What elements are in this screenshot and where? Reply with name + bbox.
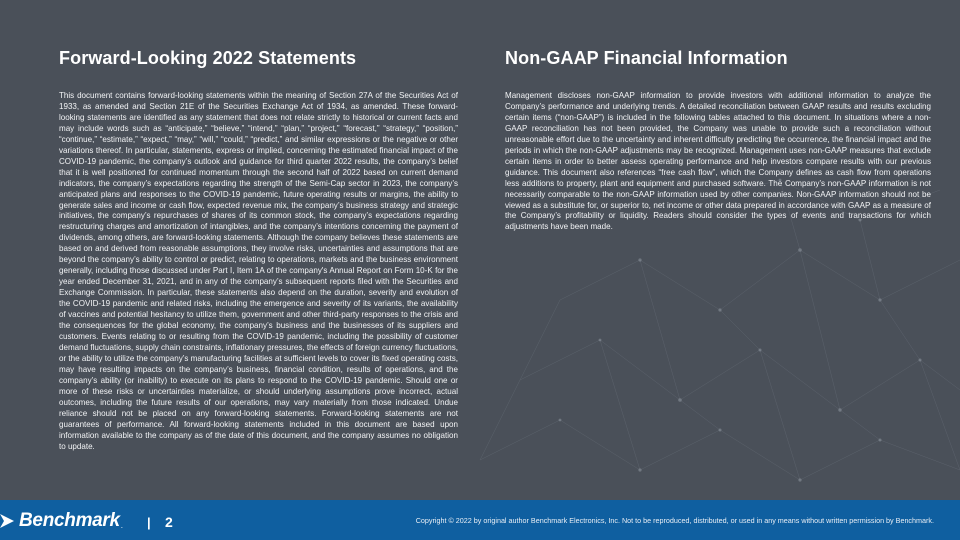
- forward-looking-section: [59, 46, 458, 452]
- benchmark-logo: [0, 511, 123, 531]
- footer-bar: [0, 500, 960, 540]
- page-number: 2: [165, 514, 173, 530]
- forward-looking-body: This document contains forward-looking statements within the meaning of Section 27A of the Securities Act of 1933, as amended and Section 21E of the Securities Exchange Act of 1934, as amended. These forward-looking statements are identified as any statement that does not relate strictly to historical or current facts and may include words such as “anticipate,” “believe,” “intend,” “plan,” “project,” “forecast,” “strategy,” “position,” “continue,” “estimate,” “expect,” “may,” “will,” “could,” “predict,” and similar expressions or the negative or other variations thereof. In particular, statements, express or implied, concerning the estimated financial impact of the COVID-19 pandemic, the company’s outlook and guidance for third quarter 2022 results, the company’s belief that it is well positioned for continued momentum through the second half of 2022 based on current demand indicators, the company’s expectations regarding the strength of the Semi-Cap sector in 2023, the company’s anticipated plans and responses to the COVID-19 pandemic, future operating results or margins, the ability to generate sales and income or cash flow, expected revenue mix, the company’s business strategy and strategic initiatives, the company’s repurchases of shares of its common stock, the company’s expectations regarding restructuring charges and amortization of intangibles, and the company’s intentions concerning the payment of dividends, among others, are forward-looking statements. Although the company believes these statements are based on and derived from reasonable assumptions, they involve risks, uncertainties and assumptions that are beyond the company’s ability to control or predict, relating to operations, markets and the business environment generally, including those discussed under Part I, Item 1A of the company's Annual Report on Form 10-K for the year ended December 31, 2021, and in any of the company’s subsequent reports filed with the Securities and Exchange Commission. In particular, these statements also depend on the duration, severity and evolution of the COVID-19 pandemic and related risks, including the emergence and severity of its variants, the availability of vaccines and potential hesitancy to utilize them, government and other third-party responses to the crisis and the consequences for the global economy, the company’s business and the businesses of its suppliers and customers. Events relating to or resulting from the COVID-19 pandemic, including the possibility of customer demand fluctuations, supply chain constraints, inflationary pressures, the effects of foreign currency fluctuations, or the ability to utilize the company’s manufacturing facilities at sufficient levels to cover its fixed operating costs, may have resulting impacts on the company’s business, financial condition, results of operations, and the company’s ability (or inability) to execute on its plans to respond to the COVID-19 pandemic. Should one or more of these risks or uncertainties materialize, or should underlying assumptions prove incorrect, actual outcomes, including the future results of our operations, may vary materially from those indicated. Undue reliance should not be placed on any forward-looking statements. Forward-looking statements are not guarantees of performance. All forward-looking statements included in this document are based upon information available to the company as of the date of this document, and the company assumes no obligation to update.: [59, 91, 458, 451]
- non-gaap-title: Non-GAAP Financial Information: [505, 48, 788, 68]
- forward-looking-title: Forward-Looking 2022 Statements: [59, 48, 357, 68]
- brand-dot: .: [120, 520, 124, 530]
- benchmark-logo-mark-icon: [0, 513, 16, 529]
- footer-divider: |: [147, 515, 151, 530]
- copyright-notice: Copyright © 2022 by original author Benchmark Electronics, Inc. Not to be reproduced, distributed, or used in any means without written permission by Benchmark.: [415, 516, 934, 525]
- brand-name: Benchmark: [19, 510, 120, 531]
- non-gaap-body: Management discloses non‑GAAP information to provide investors with additional information to analyze the Company’s performance and underlying trends. A detailed reconciliation between GAAP results and results excluding certain items (“non-GAAP”) is included in the following tables attached to this document. In situations where a non-GAAP reconciliation has not been provided, the Company was unable to provide such a reconciliation without unreasonable effort due to the uncertainty and inherent difficulty predicting the occurrence, the financial impact and the periods in which the non-GAAP adjustments may be recognized. Management uses non‑GAAP measures that exclude certain items in order to better assess operating performance and help investors compare results with our previous guidance. This document also references “free cash flow”, which the Company defines as cash flow from operations less additions to property, plant and equipment and purchased software. The Company’s non‑GAAP information is not necessarily comparable to the non‑GAAP information used by other companies. Non‑GAAP information should not be viewed as a substitute for, or superior to, net income or other data prepared in accordance with GAAP as a measure of the Company’s profitability or liquidity. Readers should consider the types of events and transactions for which adjustments have been made.: [505, 91, 931, 232]
- non-gaap-section: [505, 46, 931, 233]
